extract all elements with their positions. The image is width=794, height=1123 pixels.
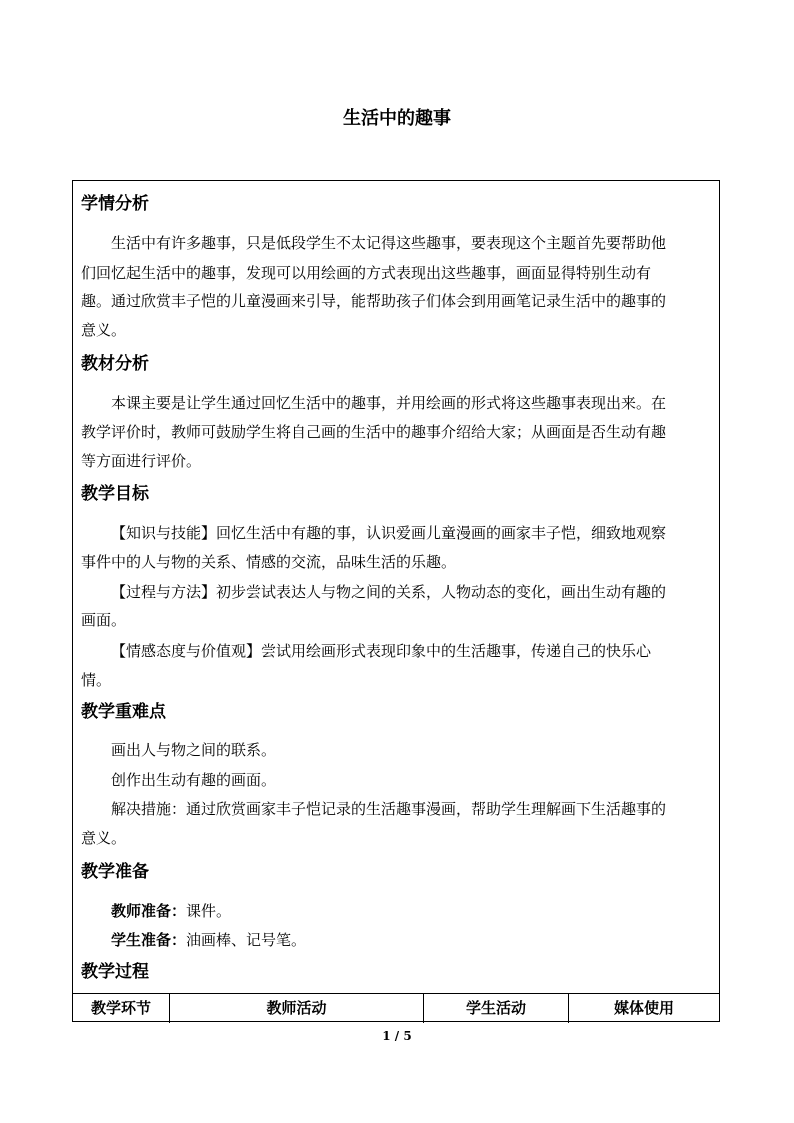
student-preparation-label: 学生准备： bbox=[111, 931, 187, 949]
table-header-cell: 教师活动 bbox=[169, 994, 423, 1023]
paragraph-line: 生活中有许多趣事，只是低段学生不太记得这些趣事，要表现这个主题首先要帮助他 bbox=[111, 234, 667, 252]
paragraph-line: 趣。通过欣赏丰子恺的儿童漫画来引导，能帮助孩子们体会到用画笔记录生活中的趣事的 bbox=[81, 292, 667, 310]
section-heading-learning-analysis: 学情分析 bbox=[81, 194, 149, 214]
table-header-cell: 学生活动 bbox=[423, 994, 568, 1023]
teacher-preparation bbox=[111, 901, 231, 921]
lesson-plan-box bbox=[72, 180, 720, 1022]
paragraph-line: 们回忆起生活中的趣事，发现可以用绘画的方式表现出这些趣事，画面显得特别生动有 bbox=[81, 264, 652, 282]
paragraph-line: 画出人与物之间的联系。 bbox=[111, 741, 277, 759]
paragraph-line: 意义。 bbox=[81, 829, 127, 847]
section-heading-key-points: 教学重难点 bbox=[81, 702, 166, 722]
paragraph-line: 等方面进行评价。 bbox=[81, 452, 202, 470]
paragraph-line: 解决措施：通过欣赏画家丰子恺记录的生活趣事漫画，帮助学生理解画下生活趣事的 bbox=[111, 800, 667, 818]
paragraph-line: 【知识与技能】回忆生活中有趣的事，认识爱画儿童漫画的画家丰子恺，细致地观察 bbox=[111, 524, 667, 542]
process-table-header bbox=[73, 993, 719, 1023]
paragraph-line: 【情感态度与价值观】尝试用绘画形式表现印象中的生活趣事，传递自己的快乐心 bbox=[111, 642, 652, 660]
paragraph-line: 事件中的人与物的关系、情感的交流，品味生活的乐趣。 bbox=[81, 553, 457, 571]
student-preparation bbox=[111, 930, 306, 950]
document-title: 生活中的趣事 bbox=[343, 108, 451, 129]
teacher-preparation-value: 课件。 bbox=[186, 902, 232, 920]
teacher-preparation-label: 教师准备： bbox=[111, 902, 187, 920]
section-heading-process: 教学过程 bbox=[81, 962, 149, 982]
table-header-cell: 教学环节 bbox=[90, 999, 151, 1017]
page-number: 1 / 5 bbox=[382, 1029, 412, 1043]
student-preparation-value: 油画棒、记号笔。 bbox=[186, 931, 307, 949]
section-heading-objectives: 教学目标 bbox=[81, 484, 149, 504]
section-heading-preparation: 教学准备 bbox=[81, 862, 149, 882]
paragraph-line: 情。 bbox=[81, 671, 112, 689]
paragraph-line: 教学评价时，教师可鼓励学生将自己画的生活中的趣事介绍给大家；从画面是否生动有趣 bbox=[81, 423, 667, 441]
paragraph-line: 创作出生动有趣的画面。 bbox=[111, 771, 277, 789]
section-heading-material-analysis: 教材分析 bbox=[81, 354, 149, 374]
paragraph-line: 意义。 bbox=[81, 321, 127, 339]
paragraph-line: 本课主要是让学生通过回忆生活中的趣事，并用绘画的形式将这些趣事表现出来。在 bbox=[111, 394, 667, 412]
paragraph-line: 画面。 bbox=[81, 611, 127, 629]
table-header-cell: 媒体使用 bbox=[568, 994, 719, 1023]
paragraph-line: 【过程与方法】初步尝试表达人与物之间的关系，人物动态的变化，画出生动有趣的 bbox=[111, 583, 667, 601]
